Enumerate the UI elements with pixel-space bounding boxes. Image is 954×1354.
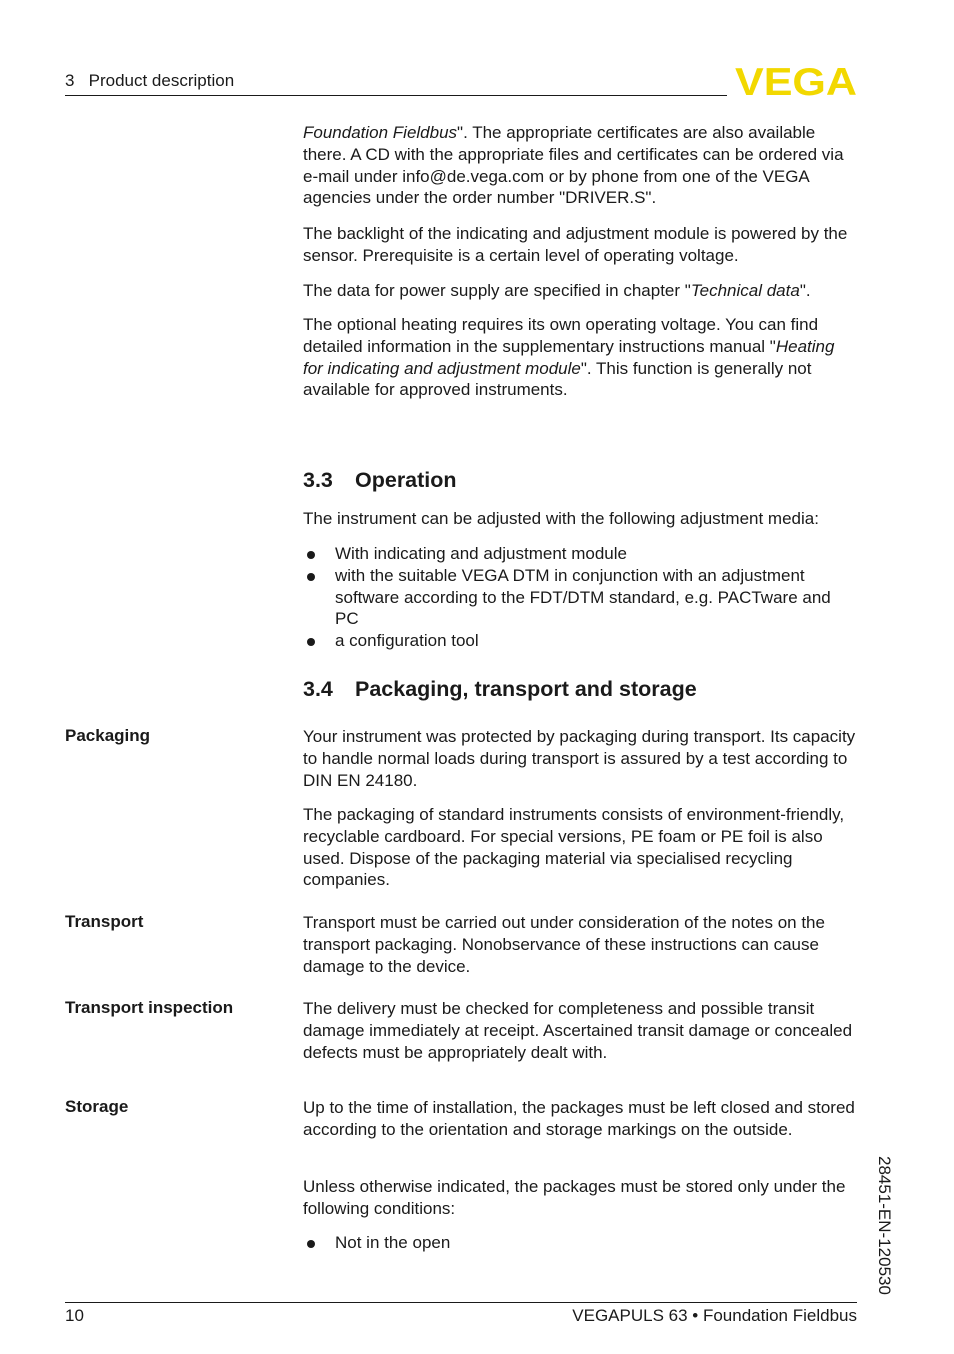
- page-number: 10: [65, 1306, 84, 1325]
- operation-intro: The instrument can be adjusted with the following adjustment media:: [303, 509, 819, 528]
- bullet-icon: [307, 638, 315, 646]
- bullet-icon: [307, 551, 315, 559]
- technical-data-emphasis: Technical data: [690, 281, 800, 300]
- header-rule: [65, 95, 727, 96]
- side-label-transport-inspection: Transport inspection: [65, 998, 234, 1017]
- list-item: Not in the open: [303, 1232, 859, 1254]
- heading-packaging-transport-storage: [303, 677, 697, 702]
- svg-text:VEGA: VEGA: [735, 64, 857, 98]
- footer-rule: [65, 1302, 857, 1303]
- vega-logo: [735, 64, 857, 98]
- heading-number: 3.3: [303, 468, 333, 492]
- packaging-paragraph-1: Your instrument was protected by packaging during transport. Its capacity to handle normal loads during transport is assured by a test according to DIN EN 24180.: [303, 727, 856, 790]
- bullet-icon: [307, 1240, 315, 1248]
- bullet-icon: [307, 573, 315, 581]
- side-label-transport: Transport: [65, 912, 144, 931]
- footer-document-title: VEGAPULS 63 • Foundation Fieldbus: [572, 1306, 857, 1325]
- packaging-paragraph-2: The packaging of standard instruments consists of environment-friendly, recyclable cardboard. For special versions, PE foam or PE foil is also used. Dispose of the packaging material via specialised recycling companies.: [303, 805, 845, 890]
- storage-list: [303, 1232, 859, 1254]
- intro-paragraph-4: The optional heating requires its own operating voltage. You can find detailed information in the supplementary instructions manual "Heating for indicating and adjustment module". This function is generally not available for approved instruments.: [303, 315, 835, 400]
- heading-title: Packaging, transport and storage: [355, 677, 697, 701]
- side-label-packaging: Packaging: [65, 726, 151, 745]
- heading-title: Operation: [355, 468, 457, 492]
- heading-number: 3.4: [303, 677, 333, 701]
- list-item: a configuration tool: [303, 630, 859, 652]
- list-item: With indicating and adjustment module: [303, 543, 859, 565]
- storage-paragraph-2: Unless otherwise indicated, the packages must be stored only under the following conditions:: [303, 1177, 846, 1218]
- intro-paragraph-1: Foundation Fieldbus". The appropriate certificates are also available there. A CD with the appropriate files and certificates can be ordered via e-mail under info@de.vega.com or by phone from one of the VEGA agencies under the order number "DRIVER.S".: [303, 123, 844, 208]
- transport-paragraph: Transport must be carried out under consideration of the notes on the transport packaging. Nonobservance of these instructions can cause damage to the device.: [303, 913, 825, 976]
- heating-manual-emphasis: Heating for indicating and adjustment module: [303, 336, 835, 378]
- running-header-section: 3 Product description: [65, 71, 235, 90]
- operation-list: [303, 543, 859, 652]
- list-item: with the suitable VEGA DTM in conjunction with an adjustment software according to the FDT/DTM standard, e.g. PACTware and PC: [303, 565, 859, 630]
- heading-operation: [303, 468, 457, 493]
- intro-paragraph-2: The backlight of the indicating and adjustment module is powered by the sensor. Prerequisite is a certain level of operating voltage.: [303, 224, 848, 265]
- fieldbus-emphasis: Foundation Fieldbus: [303, 123, 458, 142]
- storage-paragraph-1: Up to the time of installation, the packages must be left closed and stored according to the orientation and storage markings on the outside.: [303, 1098, 855, 1139]
- transport-inspection-paragraph: The delivery must be checked for completeness and possible transit damage immediately at receipt. Ascertained transit damage or concealed defects must be appropriately dealt with.: [303, 999, 853, 1062]
- intro-paragraph-3: The data for power supply are specified in chapter "Technical data".: [303, 281, 811, 300]
- document-id: 28451-EN-120530: [875, 1156, 894, 1295]
- side-label-storage: Storage: [65, 1097, 129, 1116]
